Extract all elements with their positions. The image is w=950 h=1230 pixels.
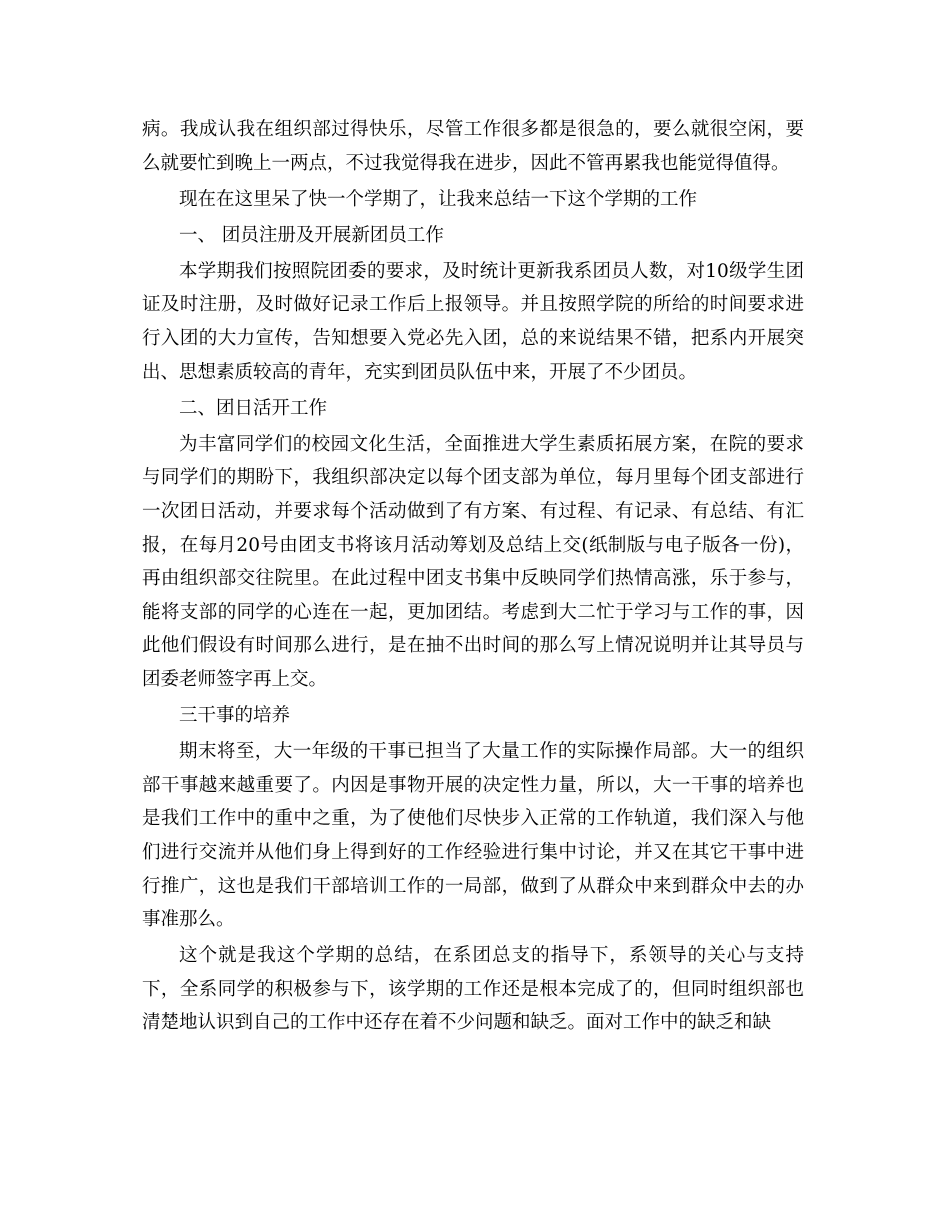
paragraph-summary: 这个就是我这个学期的总结，在系团总支的指导下，系领导的关心与支持下，全系同学的积极参与下，该学期的工作还是根本完成了的，但同时组织部也清楚地认识到自己的工作中还存在着不少问题和缺乏。面对工作中的缺乏和缺 [142, 945, 804, 1034]
paragraph-section-3: 期末将至，大一年级的干事已担当了大量工作的实际操作局部。大一的组织部干事越来越重要了。内因是事物开展的决定性力量，所以，大一干事的培养也是我们工作中的重中之重，为了使他们尽快步入正常的工作轨道，我们深入与他们进行交流并从他们身上得到好的工作经验进行集中讨论，并又在其它干事中进行推广，这也是我们干部培训工作的一局部，做到了从群众中来到群众中去的办事准那么。 [142, 741, 804, 931]
paragraph-section-1: 本学期我们按照院团委的要求，及时统计更新我系团员人数，对10级学生团证及时注册，及时做好记录工作后上报领导。并且按照学院的所给的时间要求进行入团的大力宣传，告知想要入党必先入团，总的来说结果不错，把系内开展突出、思想素质较高的青年，充实到团员队伍中来，开展了不少团员。 [142, 260, 804, 383]
section-heading-1: 一、 团员注册及开展新团员工作 [179, 224, 444, 246]
paragraph-section-2: 为丰富同学们的校园文化生活，全面推进大学生素质拓展方案，在院的要求与同学们的期盼下，我组织部决定以每个团支部为单位，每月里每个团支部进行一次团日活动，并要求每个活动做到了有方案、有过程、有记录、有总结、有汇报，在每月20号由团支书将该月活动筹划及总结上交(纸制版与电子版各一份)，再由组织部交往院里。在此过程中团支书集中反映同学们热情高涨，乐于参与，能将支部的同学的心连在一起，更加团结。考虑到大二忙于学习与工作的事，因此他们假设有时间那么进行，是在抽不出时间的那么写上情况说明并让其导员与团委老师签字再上交。 [142, 433, 804, 690]
paragraph-continuation: 病。我成认我在组织部过得快乐，尽管工作很多都是很急的，要么就很空闲，要么就要忙到晚上一两点，不过我觉得我在进步，因此不管再累我也能觉得值得。 [142, 119, 804, 174]
section-heading-3: 三干事的培养 [179, 705, 291, 727]
document-body [142, 113, 804, 1043]
section-heading-2: 二、团日活开工作 [179, 397, 328, 419]
paragraph-intro: 现在在这里呆了快一个学期了，让我来总结一下这个学期的工作 [179, 188, 698, 210]
